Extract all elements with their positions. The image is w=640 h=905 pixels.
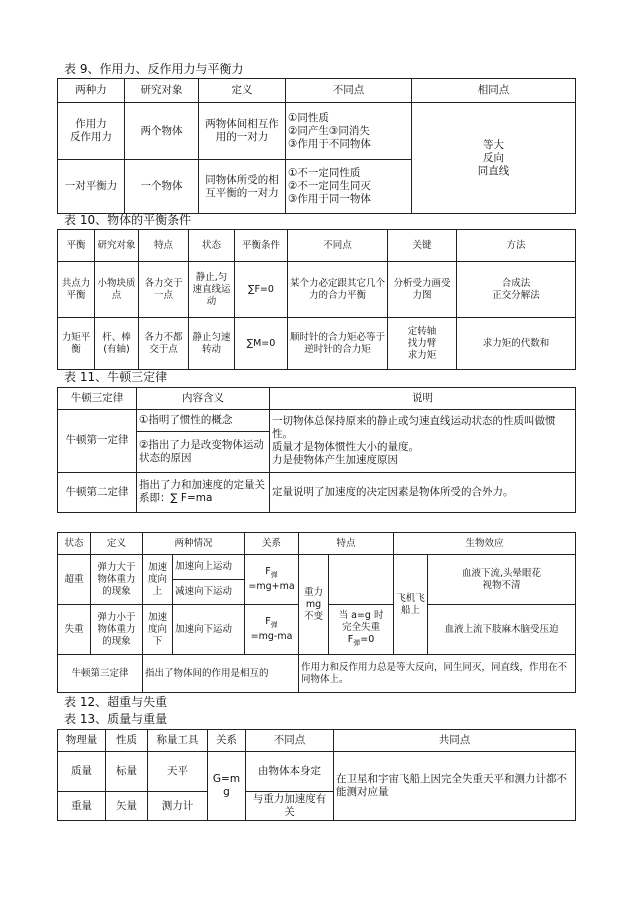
table9-caption: 表 9、作用力、反作用力与平衡力	[64, 62, 244, 76]
t12-header: 两种情况	[143, 533, 245, 555]
t12-state-cell: 失重	[58, 605, 91, 655]
table13	[57, 729, 576, 821]
t9-diff-cell: ①不一定同性质 ②不一定同生同灭 ③作用于同一物体	[286, 160, 412, 214]
t10-condition-cell: ∑F=0	[235, 262, 288, 318]
t11-law-cell: 牛顿第一定律	[58, 410, 137, 472]
t10-state-cell: 静止,匀速直线运动	[189, 262, 235, 318]
t10-feature-cell: 各力交于一点	[139, 262, 189, 318]
t13-tool-cell: 天平	[148, 752, 208, 792]
t13-prop-cell: 标量	[106, 752, 148, 792]
t10-diff-cell: 某个力必定跟其它几个力的合力平衡	[288, 262, 388, 318]
t12-case-cell: 减速向下运动	[173, 580, 245, 605]
table12-caption: 表 12、超重与失重	[64, 695, 168, 709]
t10-diff-cell: 顺时针的合力矩必等于逆时针的合力矩	[288, 318, 388, 370]
t10-header: 平衡条件	[235, 230, 288, 262]
t12-header: 状态	[58, 533, 91, 555]
t12-acc-cell: 加速度向上	[143, 555, 173, 605]
t12-case-cell: 加速向上运动	[173, 555, 245, 580]
t12-def-cell: 弹力大于物体重力的现象	[91, 555, 143, 605]
t10-key-cell: 定转轴 找力臂 求力矩	[388, 318, 457, 370]
t10-condition-cell: ∑M=0	[235, 318, 288, 370]
t10-type-cell: 共点力平衡	[58, 262, 95, 318]
t10-key-cell: 分析受力画受力图	[388, 262, 457, 318]
t12-craft-cell: 飞机飞船上	[394, 555, 428, 655]
t12-gravity-cell: 重力 mg 不变	[299, 555, 329, 655]
t11-header: 牛顿三定律	[58, 388, 137, 410]
t13-prop-cell: 矢量	[106, 792, 148, 821]
t13-header: 称量工具	[148, 730, 208, 752]
t9-same-cell: 等大 反向 同直线	[412, 103, 576, 214]
table10	[57, 229, 576, 370]
table10-caption: 表 10、物体的平衡条件	[64, 213, 192, 227]
t12-case-cell: 加速向下运动	[173, 605, 245, 655]
t13-header: 不同点	[246, 730, 334, 752]
t13-header: 关系	[208, 730, 246, 752]
t13-common-cell: 在卫星和宇宙飞船上因完全失重天平和测力计都不能测对应量	[334, 752, 576, 821]
t9-force-cell: 作用力 反作用力	[58, 103, 125, 160]
table13-caption: 表 13、质量与重量	[64, 712, 168, 726]
t10-header: 不同点	[288, 230, 388, 262]
t12-relation-cell: $F_弹$ =mg+ma	[245, 555, 299, 605]
t11-law-cell: 牛顿第二定律	[58, 472, 137, 512]
t13-relation-cell: G=mg	[208, 752, 246, 821]
table9	[57, 78, 576, 214]
t10-object-cell: 杆、棒(有轴)	[95, 318, 139, 370]
t10-header: 状态	[189, 230, 235, 262]
t12-header: 关系	[245, 533, 299, 555]
t10-object-cell: 小物块质点	[95, 262, 139, 318]
t9-header: 两种力	[58, 79, 125, 103]
t9-force-cell: 一对平衡力	[58, 160, 125, 214]
t13-diff-cell: 与重力加速度有关	[246, 792, 334, 821]
t9-header: 定义	[199, 79, 286, 103]
t9-object-cell: 一个物体	[125, 160, 199, 214]
t12-acc-cell: 加速度向下	[143, 605, 173, 655]
t9-object-cell: 两个物体	[125, 103, 199, 160]
t10-header: 特点	[139, 230, 189, 262]
t12-header: 特点	[299, 533, 394, 555]
t12-feature-cell: 当 a=g 时 完全失重 $F_弹=0$	[329, 605, 394, 655]
t13-header: 共同点	[334, 730, 576, 752]
t13-qty-cell: 质量	[58, 752, 106, 792]
t12-state-cell: 超重	[58, 555, 91, 605]
t13-diff-cell: 由物体本身定	[246, 752, 334, 792]
t9-header: 不同点	[286, 79, 412, 103]
t10-header: 方法	[457, 230, 576, 262]
t10-method-cell: 合成法 正交分解法	[457, 262, 576, 318]
t13-qty-cell: 重量	[58, 792, 106, 821]
t9-header: 相同点	[412, 79, 576, 103]
t12-third-content-cell: 指出了物体间的作用是相互的	[143, 655, 299, 693]
table12	[57, 532, 576, 693]
t10-type-cell: 力矩平衡	[58, 318, 95, 370]
t12-third-note-cell: 作用力和反作用力总是等大反向，同生同灭，同直线，作用在不同物体上。	[299, 655, 576, 693]
t12-feature-cell	[329, 555, 394, 605]
t9-diff-cell: ①同性质 ②同产生③同消失 ③作用于不同物体	[286, 103, 412, 160]
t9-header: 研究对象	[125, 79, 199, 103]
t11-header: 说明	[270, 388, 576, 410]
t10-header: 研究对象	[95, 230, 139, 262]
t12-effect-cell: 血液上流下肢麻木脑受压迫	[428, 605, 576, 655]
t12-header: 生物效应	[394, 533, 576, 555]
t11-content-cell: 指出了力和加速度的定量关系即：∑ F=ma	[137, 472, 270, 512]
t11-note-cell: 一切物体总保持原来的静止或匀速直线运动状态的性质叫做惯性。 质量才是物体惯性大小的量度。 力是使物体产生加速度原因	[270, 410, 576, 472]
t12-relation-cell: $F_弹$ =mg-ma	[245, 605, 299, 655]
t12-effect-cell: 血液下流,头晕眼花 视物不清	[428, 555, 576, 605]
t9-definition-cell: 同物体所受的相互平衡的一对力	[199, 160, 286, 214]
t10-feature-cell: 各力不都交于点	[139, 318, 189, 370]
t10-state-cell: 静止匀速转动	[189, 318, 235, 370]
t10-header: 关键	[388, 230, 457, 262]
table11-caption: 表 11、牛顿三定律	[64, 370, 168, 384]
t11-content-cell: ①指明了惯性的概念	[137, 410, 270, 432]
t11-content-cell: ②指出了力是改变物体运动状态的原因	[137, 432, 270, 472]
t13-header: 性质	[106, 730, 148, 752]
t9-definition-cell: 两物体间相互作用的一对力	[199, 103, 286, 160]
t12-def-cell: 弹力小于物体重力的现象	[91, 605, 143, 655]
table11	[57, 387, 576, 513]
t11-note-cell: 定量说明了加速度的决定因素是物体所受的合外力。	[270, 472, 576, 512]
t13-tool-cell: 测力计	[148, 792, 208, 821]
t10-method-cell: 求力矩的代数和	[457, 318, 576, 370]
t10-header: 平衡	[58, 230, 95, 262]
t11-header: 内容含义	[137, 388, 270, 410]
t12-law-cell: 牛顿第三定律	[58, 655, 143, 693]
t13-header: 物理量	[58, 730, 106, 752]
t12-header: 定义	[91, 533, 143, 555]
